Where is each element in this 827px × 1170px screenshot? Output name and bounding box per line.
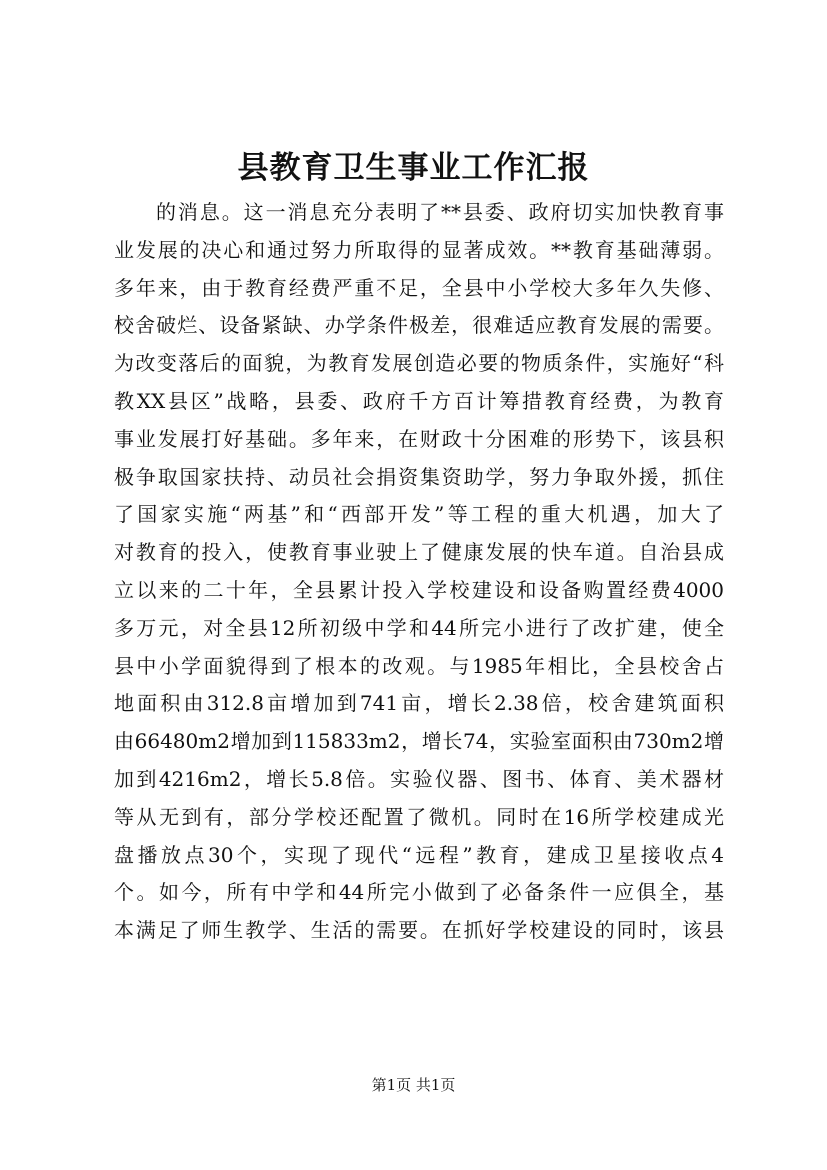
text-line: 极争取国家扶持、动员社会捐资集资助学，努力争取外援，抓住 — [114, 464, 724, 489]
text-line: 等从无到有，部分学校还配置了微机。同时在16所学校建成光 — [114, 804, 724, 829]
text-line: 由66480m2增加到115833m2，增长74，实验室面积由730m2增 — [114, 729, 724, 754]
text-line: 校舍破烂、设备紧缺、办学条件极差，很难适应教育发展的需要。 — [114, 313, 724, 338]
text-line: 盘播放点30个，实现了现代“远程”教育，建成卫星接收点4 — [114, 842, 724, 867]
text-line: 业发展的决心和通过努力所取得的显著成效。**教育基础薄弱。 — [114, 237, 724, 262]
text-line: 地面积由312.8亩增加到741亩，增长2.38倍，校舍建筑面积 — [114, 691, 724, 716]
page-title: 县教育卫生事业工作汇报 — [237, 150, 590, 186]
text-line: 本满足了师生教学、生活的需要。在抓好学校建设的同时，该县 — [114, 918, 724, 943]
text-line: 为改变落后的面貌，为教育发展创造必要的物质条件，实施好“科 — [114, 351, 724, 376]
text-line: 多万元，对全县12所初级中学和44所完小进行了改扩建，使全 — [114, 615, 724, 640]
text-line: 个。如今，所有中学和44所完小做到了必备条件一应俱全，基 — [114, 880, 724, 905]
text-line: 对教育的投入，使教育事业驶上了健康发展的快车道。自治县成 — [114, 540, 724, 565]
text-line: 县中小学面貌得到了根本的改观。与1985年相比，全县校舍占 — [114, 653, 724, 678]
body-paragraph — [114, 194, 724, 950]
text-line: 教XX县区”战略，县委、政府千方百计筹措教育经费，为教育 — [114, 388, 724, 413]
text-line: 事业发展打好基础。多年来，在财政十分困难的形势下，该县积 — [114, 426, 724, 451]
text-line: 加到4216m2，增长5.8倍。实验仪器、图书、体育、美术器材 — [114, 766, 724, 791]
page-footer: 第1页 共1页 — [371, 1076, 456, 1094]
text-line: 的消息。这一消息充分表明了**县委、政府切实加快教育事 — [156, 200, 724, 224]
text-line: 多年来，由于教育经费严重不足，全县中小学校大多年久失修、 — [114, 275, 724, 300]
text-line: 了国家实施“两基”和“西部开发”等工程的重大机遇，加大了 — [114, 502, 724, 527]
text-line: 立以来的二十年，全县累计投入学校建设和设备购置经费4000 — [114, 577, 724, 602]
